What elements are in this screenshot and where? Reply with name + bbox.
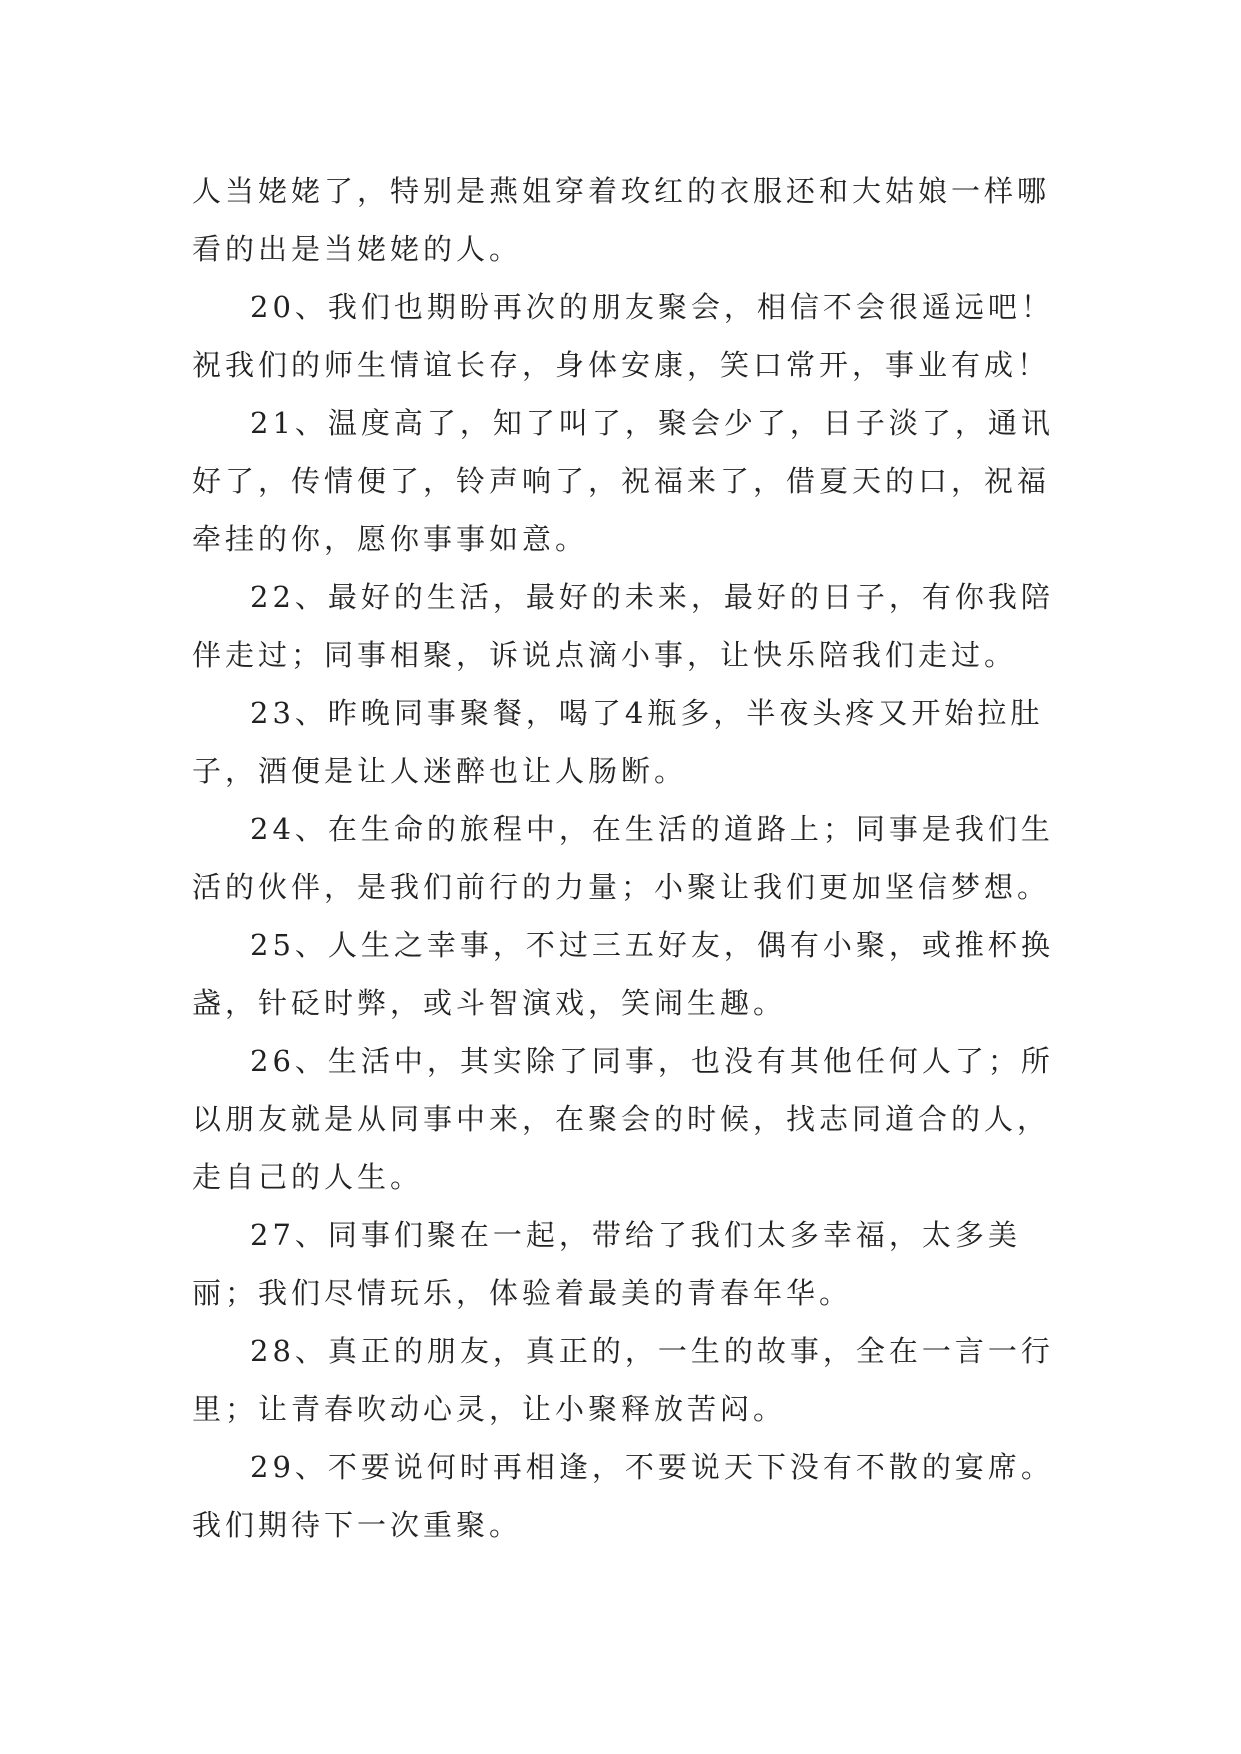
paragraph-item-24: 24、在生命的旅程中，在生活的道路上；同事是我们生活的伙伴，是我们前行的力量；小聚让我们更加坚信梦想。 [192, 812, 1054, 904]
paragraph-continued: 人当姥姥了，特别是燕姐穿着玫红的衣服还和大姑娘一样哪看的出是当姥姥的人。 [192, 174, 1051, 266]
paragraph-item-29: 29、不要说何时再相逢，不要说天下没有不散的宴席。我们期待下一次重聚。 [192, 1450, 1054, 1542]
paragraph-item-21: 21、温度高了，知了叫了，聚会少了，日子淡了，通讯好了，传情便了，铃声响了，祝福来了，借夏天的口，祝福牵挂的你，愿你事事如意。 [192, 406, 1054, 556]
paragraph-item-22: 22、最好的生活，最好的未来，最好的日子，有你我陪伴走过；同事相聚，诉说点滴小事，让快乐陪我们走过。 [192, 580, 1054, 672]
paragraph-item-25: 25、人生之幸事，不过三五好友，偶有小聚，或推杯换盏，针砭时弊，或斗智演戏，笑闹生趣。 [192, 928, 1054, 1020]
paragraph-item-27: 27、同事们聚在一起，带给了我们太多幸福，太多美丽；我们尽情玩乐，体验着最美的青春年华。 [192, 1218, 1021, 1310]
document-body [192, 162, 1062, 1554]
paragraph-item-28: 28、真正的朋友，真正的，一生的故事，全在一言一行里；让青春吹动心灵，让小聚释放苦闷。 [192, 1334, 1054, 1426]
paragraph-item-23: 23、昨晚同事聚餐，喝了4瓶多，半夜头疼又开始拉肚子，酒便是让人迷醉也让人肠断。 [192, 696, 1044, 788]
paragraph-item-26: 26、生活中，其实除了同事，也没有其他任何人了；所以朋友就是从同事中来，在聚会的时候，找志同道合的人，走自己的人生。 [192, 1044, 1054, 1194]
paragraph-item-20: 20、我们也期盼再次的朋友聚会，相信不会很遥远吧！祝我们的师生情谊长存，身体安康，笑口常开，事业有成！ [192, 290, 1054, 382]
